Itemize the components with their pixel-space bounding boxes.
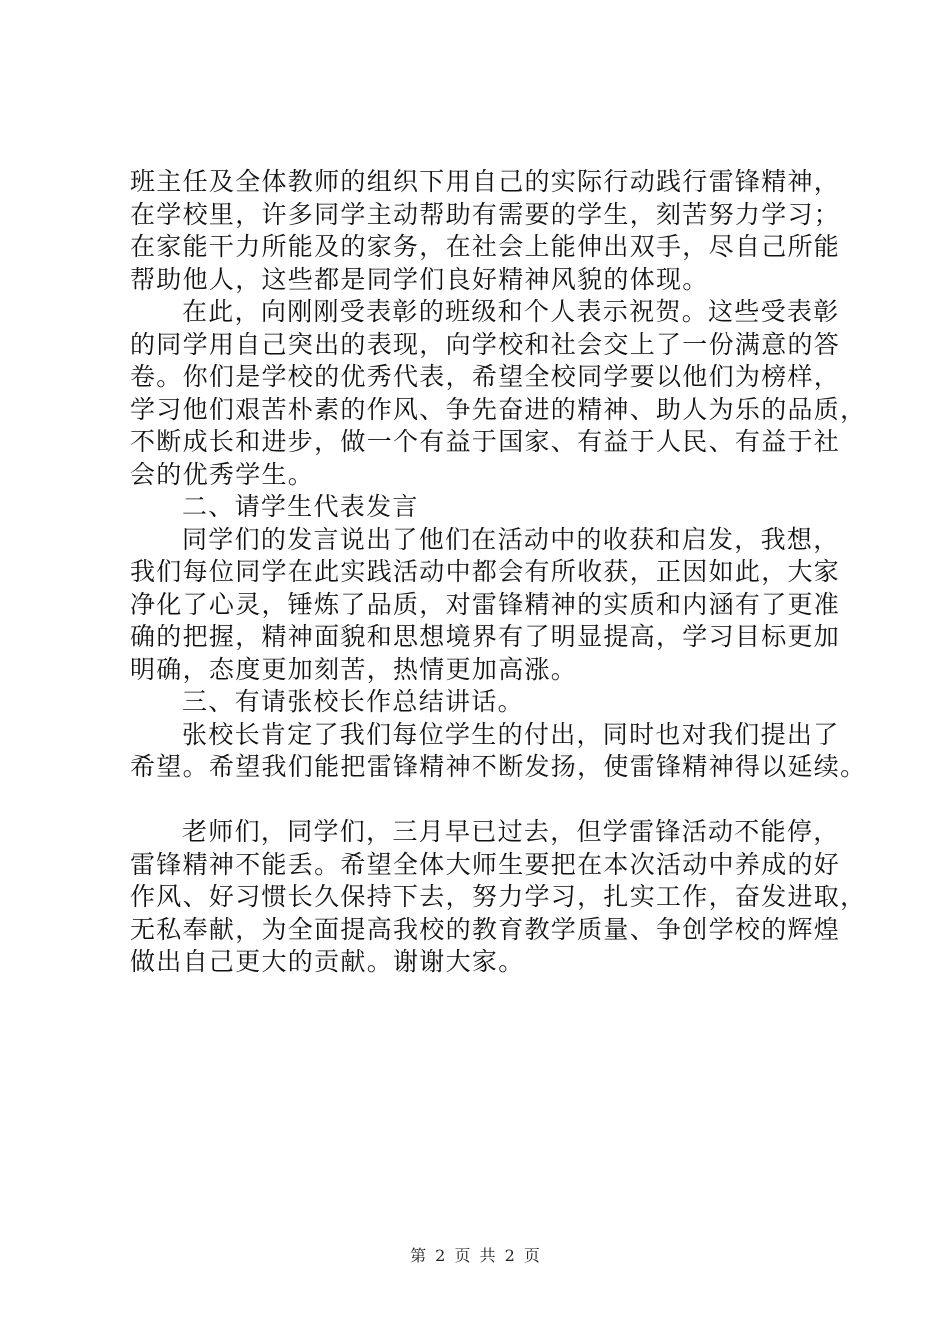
text-line: 做出自己更大的贡献。谢谢大家。 bbox=[130, 947, 525, 976]
section-heading: 三、有请张校长作总结讲话。 bbox=[182, 687, 524, 716]
text-line: 确的把握，精神面貌和思想境界有了明显提高，学习目标更加 bbox=[130, 622, 841, 651]
text-line: 帮助他人，这些都是同学们良好精神风貌的体现。 bbox=[130, 264, 709, 294]
text-line: 无私奉献，为全面提高我校的教育教学质量、争创学校的辉煌 bbox=[130, 914, 841, 944]
paragraph-start-line: 在此，向刚刚受表彰的班级和个人表示祝贺。这些受表彰 bbox=[182, 297, 840, 326]
text-line: 我们每位同学在此实践活动中都会有所收获，正因如此，大家 bbox=[130, 557, 841, 586]
document-body bbox=[130, 166, 867, 979]
section-heading: 二、请学生代表发言 bbox=[182, 492, 419, 521]
text-line: 学习他们艰苦朴素的作风、争先奋进的精神、助人为乐的品质， bbox=[130, 394, 867, 424]
text-line: 会的优秀学生。 bbox=[130, 459, 315, 489]
paragraph-start-line: 张校长肯定了我们每位学生的付出，同时也对我们提出了 bbox=[182, 719, 840, 749]
text-line: 的同学用自己突出的表现，向学校和社会交上了一份满意的答 bbox=[130, 329, 841, 359]
text-line: 净化了心灵，锤炼了品质，对雷锋精神的实质和内涵有了更准 bbox=[130, 589, 841, 619]
text-line: 卷。你们是学校的优秀代表，希望全校同学要以他们为榜样， bbox=[130, 362, 841, 391]
text-line: 在家能干力所能及的家务，在社会上能伸出双手，尽自己所能 bbox=[130, 232, 841, 261]
text-line: 在学校里，许多同学主动帮助有需要的学生，刻苦努力学习； bbox=[130, 199, 841, 229]
text-line: 希望。希望我们能把雷锋精神不断发扬，使雷锋精神得以延续。 bbox=[130, 752, 867, 781]
text-line: 明确，态度更加刻苦，热情更加高涨。 bbox=[130, 654, 578, 684]
page-footer bbox=[0, 1243, 950, 1266]
paragraph-start-line: 同学们的发言说出了他们在活动中的收获和启发，我想， bbox=[182, 524, 840, 554]
text-line: 雷锋精神不能丢。希望全体大师生要把在本次活动中养成的好 bbox=[130, 849, 841, 879]
paragraph-start-line: 老师们，同学们，三月早已过去，但学雷锋活动不能停， bbox=[182, 817, 840, 846]
text-line: 作风、好习惯长久保持下去，努力学习，扎实工作，奋发进取， bbox=[130, 882, 867, 911]
text-line: 不断成长和进步，做一个有益于国家、有益于人民、有益于社 bbox=[130, 427, 841, 456]
page-number-label: 第 2 页 共 2 页 bbox=[410, 1246, 540, 1265]
paragraph-gap bbox=[130, 784, 860, 817]
text-line: 班主任及全体教师的组织下用自己的实际行动践行雷锋精神， bbox=[130, 167, 841, 196]
